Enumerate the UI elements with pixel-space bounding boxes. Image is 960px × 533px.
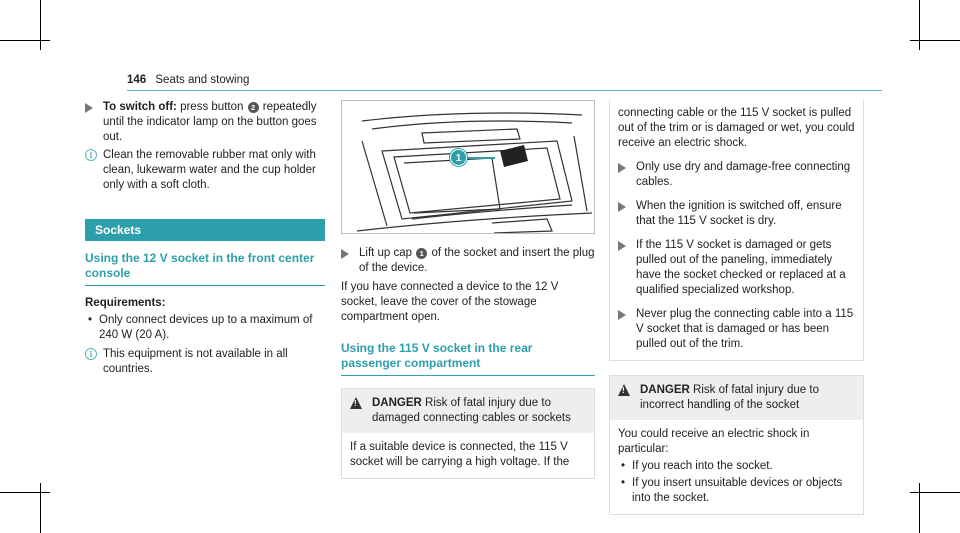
section-banner: Sockets bbox=[85, 219, 325, 241]
callout-leader-line bbox=[467, 157, 495, 159]
subsection-rule bbox=[341, 375, 595, 376]
list-item: • Only connect devices up to a maximum of 240 W (20 A). bbox=[85, 313, 325, 343]
danger-continued-text: connecting cable or the 115 V socket is pulled out of the trim or is damaged or wet, you could receive an electric shock. bbox=[618, 107, 855, 149]
page-header bbox=[127, 74, 249, 86]
crop-mark bbox=[919, 0, 920, 50]
instruction-text: When the ignition is switched off, ensure that the 115 V socket is dry. bbox=[636, 200, 842, 227]
column-middle bbox=[341, 100, 595, 479]
crop-mark bbox=[919, 483, 920, 533]
info-text: Clean the removable rubber mat only with clean, lukewarm water and the cup holder only with a soft cloth. bbox=[103, 149, 316, 191]
body-paragraph: If you have connected a device to the 12 V socket, leave the cover of the stowage compartment open. bbox=[341, 281, 559, 323]
instruction-step bbox=[85, 100, 325, 145]
arrow-icon bbox=[341, 249, 349, 259]
crop-mark bbox=[910, 492, 960, 493]
arrow-icon bbox=[618, 202, 626, 212]
crop-mark bbox=[40, 0, 41, 50]
instruction-step bbox=[618, 238, 855, 298]
button-number-badge: 2 bbox=[248, 102, 259, 113]
subsection-heading: Using the 115 V socket in the rear passenger compartment bbox=[341, 341, 533, 370]
instruction-text: Lift up cap bbox=[359, 247, 416, 259]
arrow-icon bbox=[618, 310, 626, 320]
requirements-label: Requirements: bbox=[85, 297, 166, 309]
instruction-text: If the 115 V socket is damaged or gets pulled out of the paneling, immediately have the socket checked or replaced at a qualified specialized workshop. bbox=[636, 239, 846, 296]
info-note bbox=[85, 148, 325, 193]
column-left bbox=[85, 100, 325, 377]
danger-label: DANGER bbox=[640, 384, 690, 396]
instruction-step bbox=[618, 307, 855, 352]
subsection-heading: Using the 12 V socket in the front center console bbox=[85, 251, 315, 280]
danger-title: Risk of fatal injury due to damaged connecting cables or sockets bbox=[372, 397, 571, 424]
danger-body: If a suitable device is connected, the 115 V socket will be carrying a high voltage. If the bbox=[350, 441, 570, 468]
danger-body bbox=[610, 420, 863, 514]
crop-mark bbox=[40, 483, 41, 533]
header-rule bbox=[127, 90, 882, 91]
danger-body-text: You could receive an electric shock in particular: bbox=[618, 428, 810, 455]
callout-marker: 1 bbox=[450, 149, 467, 166]
column-right bbox=[609, 100, 864, 515]
center-console-drawing bbox=[342, 101, 594, 233]
danger-warning bbox=[609, 375, 864, 515]
subsection-rule bbox=[85, 285, 325, 286]
info-text: This equipment is not available in all countries. bbox=[103, 348, 288, 375]
instruction-text: Never plug the connecting cable into a 115 V socket that is damaged or has been pulled out of the trim. bbox=[636, 308, 854, 350]
danger-continuation bbox=[609, 100, 864, 361]
arrow-icon bbox=[85, 103, 93, 113]
instruction-text: Only use dry and damage-free connecting cables. bbox=[636, 161, 851, 188]
danger-header bbox=[610, 376, 863, 420]
switch-off-label: To switch off: bbox=[103, 101, 177, 113]
instruction-text: press button bbox=[176, 101, 247, 113]
list-item: • If you reach into the socket. bbox=[618, 459, 855, 474]
instruction-step bbox=[341, 246, 595, 276]
danger-header bbox=[342, 389, 594, 433]
list-item: • If you insert unsuitable devices or objects into the socket. bbox=[618, 476, 855, 506]
danger-warning bbox=[341, 388, 595, 479]
warning-triangle-icon: ! bbox=[350, 397, 362, 409]
crop-mark bbox=[0, 492, 50, 493]
arrow-icon bbox=[618, 163, 626, 173]
instruction-step bbox=[618, 199, 855, 229]
section-title: Seats and stowing bbox=[155, 74, 250, 86]
danger-title: Risk of fatal injury due to incorrect handling of the socket bbox=[640, 384, 819, 411]
info-icon: i bbox=[85, 149, 97, 161]
socket-illustration bbox=[341, 100, 595, 234]
cap-number-badge: 1 bbox=[416, 248, 427, 259]
crop-mark bbox=[910, 40, 960, 41]
danger-label: DANGER bbox=[372, 397, 422, 409]
instruction-text: repeatedly until the indicator lamp on the button goes out. bbox=[103, 101, 317, 143]
arrow-icon bbox=[618, 241, 626, 251]
warning-triangle-icon: ! bbox=[618, 384, 630, 396]
info-icon: i bbox=[85, 348, 97, 360]
instruction-text: of the socket and insert the plug of the device. bbox=[359, 247, 595, 274]
page-number: 146 bbox=[127, 74, 147, 86]
crop-mark bbox=[0, 40, 50, 41]
instruction-step bbox=[618, 160, 855, 190]
info-note bbox=[85, 347, 325, 377]
